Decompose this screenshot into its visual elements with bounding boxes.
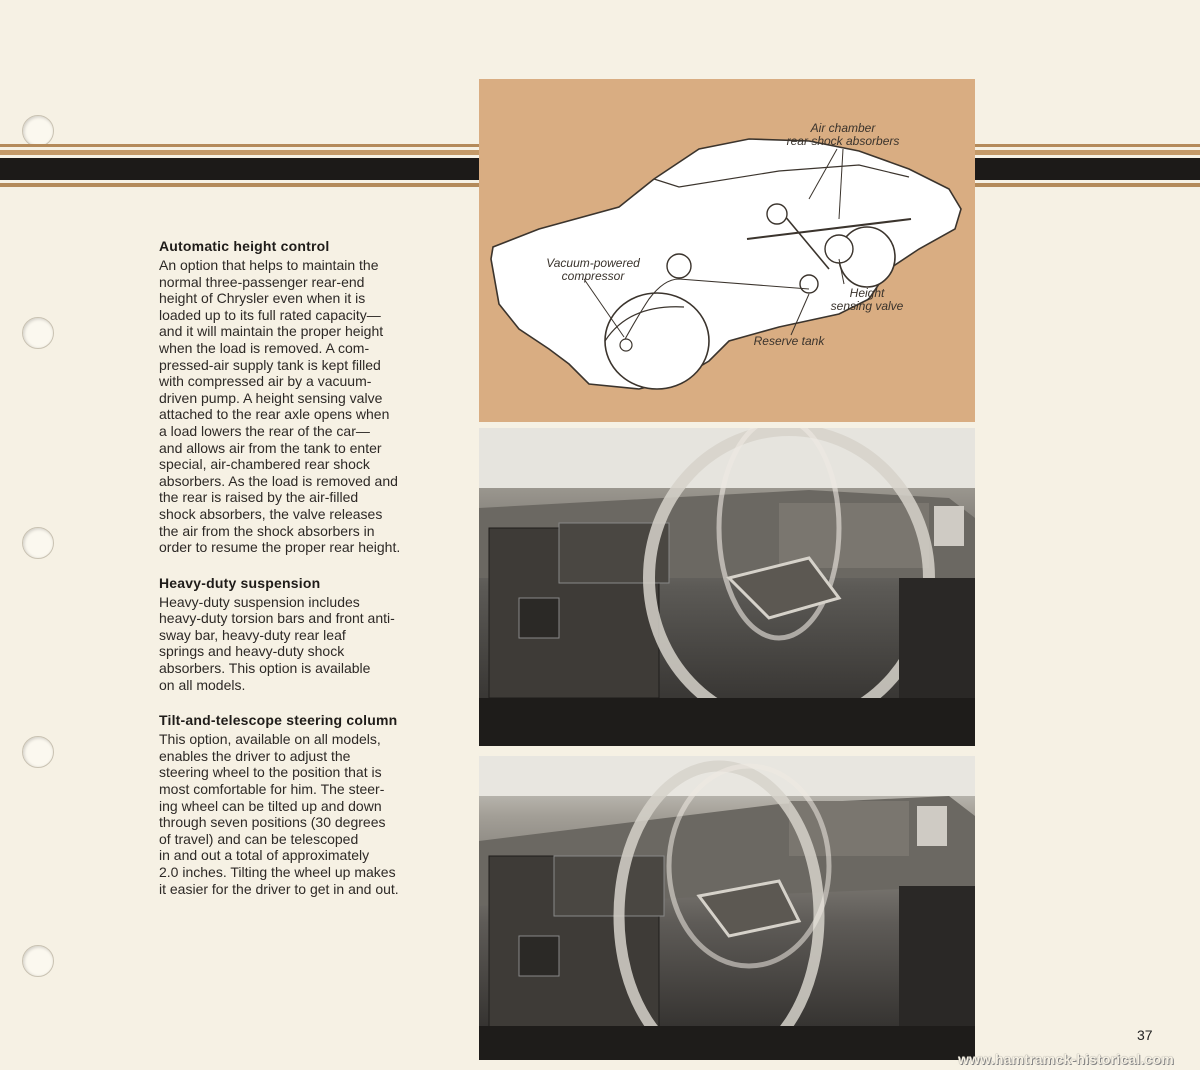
dashboard-photo-bottom <box>479 756 975 1060</box>
punch-hole-3 <box>22 527 54 559</box>
label-air-chamber: Air chamber rear shock absorbers <box>786 121 900 148</box>
section-heading: Tilt-and-telescope steering column <box>159 712 398 729</box>
left-stripe-band <box>0 144 479 190</box>
section-heading: Heavy-duty suspension <box>159 574 321 591</box>
section-body: This option, available on all models, enables the driver to adjust the steering wheel to the position that is most comfortable for him. The steer- ing wheel can be tilted up and down through seven positions (30 degrees of travel) and can be telescoped in and out a total of approximately 2.0 inches. Tilting the wheel up makes it easier for the driver to get in and out. <box>159 731 399 897</box>
label-vacuum-compressor: Vacuum-powered compressor <box>546 256 640 283</box>
website-watermark: www.hamtramck-historical.com <box>958 1051 1174 1067</box>
label-height-sensing-valve: Height sensing valve <box>830 286 904 313</box>
section-body: An option that helps to maintain the normal three-passenger rear-end height of Chrysler even when it is loaded up to its full rated capacity— and it will maintain the proper height when the load is removed. A com- pressed-air supply tank is kept filled with compressed air by a vacuum- driven pump. A height sensing valve attached to the rear axle opens when a load lowers the rear of the car— and allows air from the tank to enter special, air-chambered rear shock absorbers. As the load is removed and the rear is raised by the air-filled shock absorbers, the valve releases the air from the shock absorbers in order to resume the proper rear height. <box>159 257 401 556</box>
section-automatic-height-control <box>159 238 429 556</box>
section-heading: Automatic height control <box>159 238 330 254</box>
punch-hole-5 <box>22 945 54 977</box>
section-tilt-telescope-steering <box>159 712 429 897</box>
label-reserve-tank: Reserve tank <box>753 334 825 348</box>
punch-hole-1 <box>22 115 54 147</box>
section-heavy-duty-suspension <box>159 575 429 694</box>
suspension-diagram <box>479 79 975 422</box>
dashboard-photo-top <box>479 428 975 746</box>
punch-hole-4 <box>22 736 54 768</box>
right-stripe-band <box>975 144 1200 190</box>
page-number: 37 <box>1137 1027 1153 1043</box>
text-column <box>159 238 429 916</box>
section-body: Heavy-duty suspension includes heavy-duty torsion bars and front anti- sway bar, heavy-duty rear leaf springs and heavy-duty shock absorbers. This option is available on all models. <box>159 593 395 693</box>
punch-hole-2 <box>22 317 54 349</box>
